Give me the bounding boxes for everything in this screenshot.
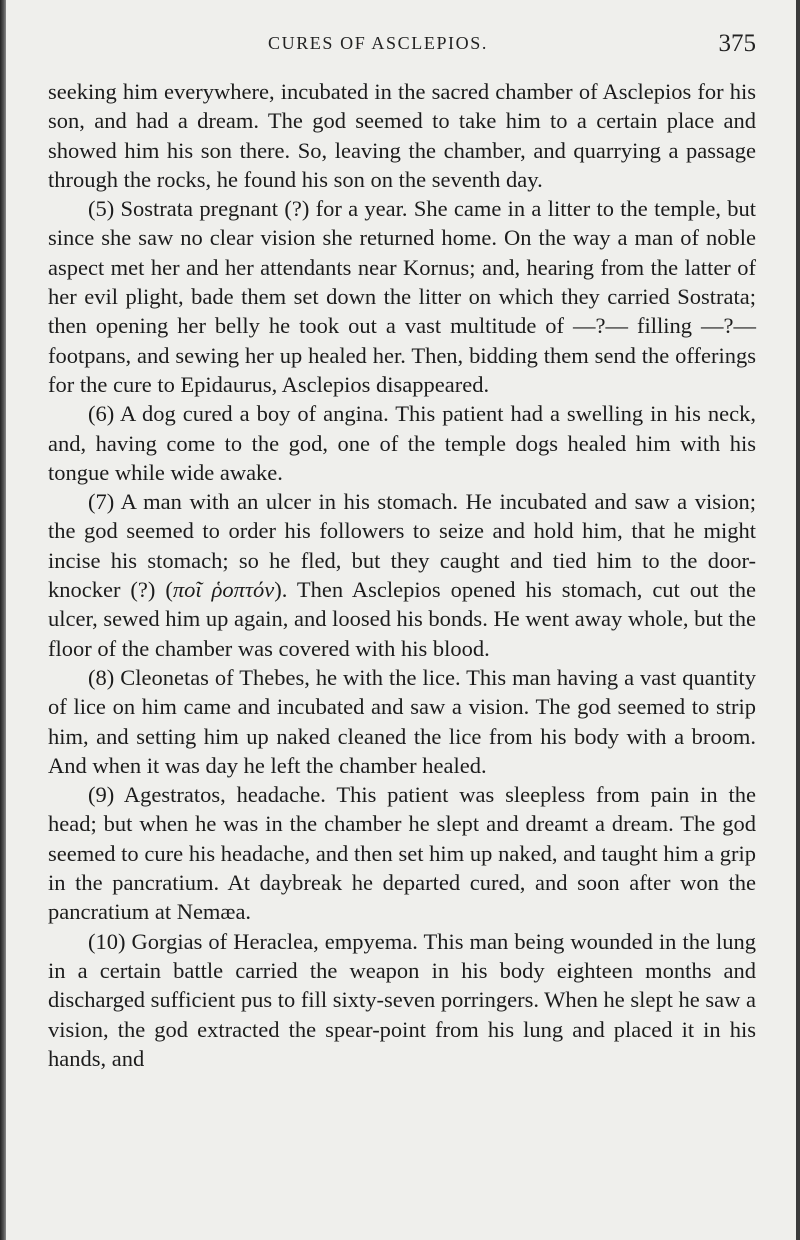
- page-header: [6, 30, 796, 60]
- paragraph-cure-7: [48, 487, 756, 663]
- paragraph-cure-9: (9) Agestratos, headache. This patient was sleepless from pain in the head; but when he was in the chamber he slept and dreamt a dream. The god seemed to cure his headache, and then set him up naked, and taught him a grip in the pancratium. At daybreak he departed cured, and soon after won the pancratium at Nemæa.: [48, 782, 756, 925]
- paragraph-cure-8: (8) Cleonetas of Thebes, he with the lice. This man having a vast quantity of lice on him came and incubated and saw a vision. The god seemed to strip him, and setting him up naked cleaned the lice from his body with a broom. And when it was day he left the chamber healed.: [48, 664, 756, 778]
- paragraph-cure-6: (6) A dog cured a boy of angina. This patient had a swelling in his neck, and, having come to the god, one of the temple dogs healed him with his tongue while wide awake.: [48, 401, 756, 485]
- paragraph-cure-7-text-a: (7) A man with an ulcer in his stomach. He incubated and saw a vision; the god seemed to order his followers to seize and hold him, that he might incise his stomach; so he fled, but they caught and tied him to the door-knocker (?) (: [48, 489, 756, 603]
- running-head: CURES OF ASCLEPIOS.: [268, 33, 488, 53]
- page-number: 375: [718, 30, 756, 57]
- paragraph-cure-7-text-b: ). Then Asclepios opened his stomach, cut out the ulcer, sewed him up again, and loosed his bonds. He went away whole, but the floor of the chamber was covered with his blood.: [48, 577, 756, 661]
- greek-phrase: ποῖ ῥοπτόν: [172, 577, 275, 603]
- paragraph-cure-5: (5) Sostrata pregnant (?) for a year. She came in a litter to the temple, but since she saw no clear vision she returned home. On the way a man of noble aspect met her and her attendants near Kornus; and, hearing from the latter of her evil plight, bade them set down the litter on which they carried Sostrata; then opening her belly he took out a vast multitude of —?— filling —?— footpans, and sewing her up healed her. Then, bidding them send the offerings for the cure to Epidaurus, Asclepios disappeared.: [48, 196, 756, 397]
- paragraph-cure-10: (10) Gorgias of Heraclea, empyema. This man being wounded in the lung in a certain battle carried the weapon in his body eighteen months and discharged sufficient pus to fill sixty-seven porringers. When he slept he saw a vision, the god extracted the spear-point from his lung and placed it in his hands, and: [48, 928, 756, 1071]
- paragraph-continued: seeking him everywhere, incubated in the sacred chamber of Asclepios for his son, and had a dream. The god seemed to take him to a certain place and showed him his son there. So, leaving the chamber, and quarrying a passage through the rocks, he found his son on the seventh day.: [48, 79, 756, 192]
- book-page: [6, 0, 796, 1240]
- page-body: [48, 77, 756, 1073]
